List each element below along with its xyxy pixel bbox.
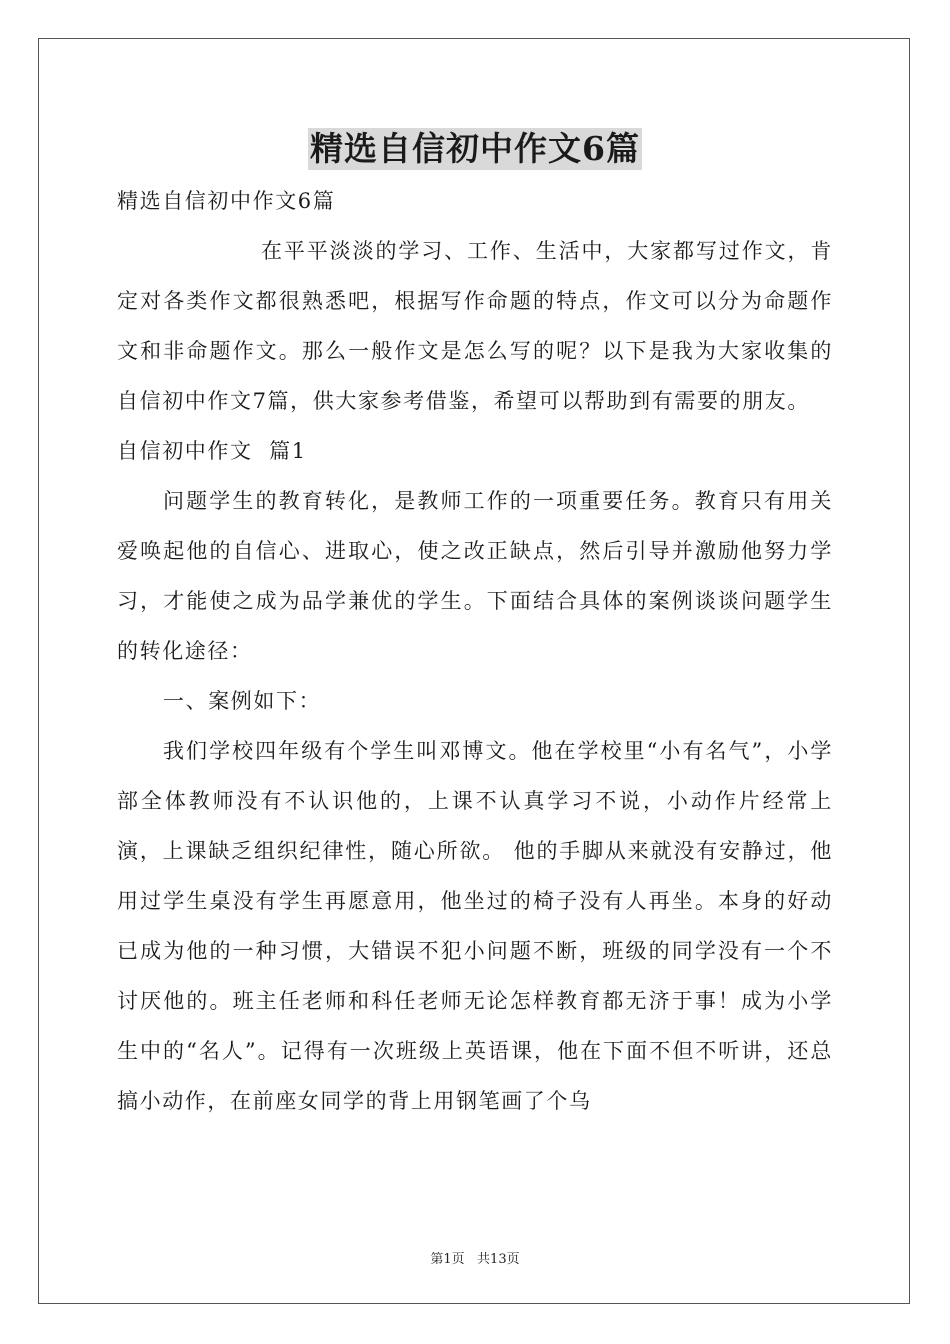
document-subtitle: 精选自信初中作文6篇 [117,189,336,213]
page-number: 第1页 共13页 [430,1252,520,1267]
body-paragraph: 一、案例如下： [163,689,322,713]
document-title: 精选自信初中作文6篇 [310,129,640,168]
intro-paragraph: 在平平淡淡的学习、工作、生活中，大家都写过作文，肯定对各类作文都很熟悉吧，根据写作命题的特点，作文可以分为命题作文和非命题作文。那么一般作文是怎么写的呢？以下是我为大家收集的自信初中作文7篇，供大家参考借鉴，希望可以帮助到有需要的朋友。 [117,239,833,413]
title-wrapper [0,128,950,170]
document-body [117,176,833,1126]
body-paragraph: 我们学校四年级有个学生叫邓博文。他在学校里“小有名气”，小学部全体教师没有不认识他的，上课不认真学习不说，小动作片经常上演，上课缺乏组织纪律性，随心所欲。 他的手脚从来就没有安静过，他用过学生桌没有学生再愿意用，他坐过的椅子没有人再坐。本身的好动已成为他的一种习惯，大错误不犯小问题不断，班级的同学没有一个不讨厌他的。班主任老师和科任老师无论怎样教育都无济于事！成为小学生中的“名人”。记得有一次班级上英语课，他在下面不但不听讲，还总搞小动作，在前座女同学的背上用钢笔画了个乌 [117,739,833,1113]
page-footer [0,1248,950,1267]
body-paragraph: 问题学生的教育转化，是教师工作的一项重要任务。教育只有用关爱唤起他的自信心、进取心，使之改正缺点，然后引导并激励他努力学习，才能使之成为品学兼优的学生。下面结合具体的案例谈谈问题学生的转化途径： [117,489,833,663]
section-heading: 自信初中作文 篇1 [117,439,307,463]
